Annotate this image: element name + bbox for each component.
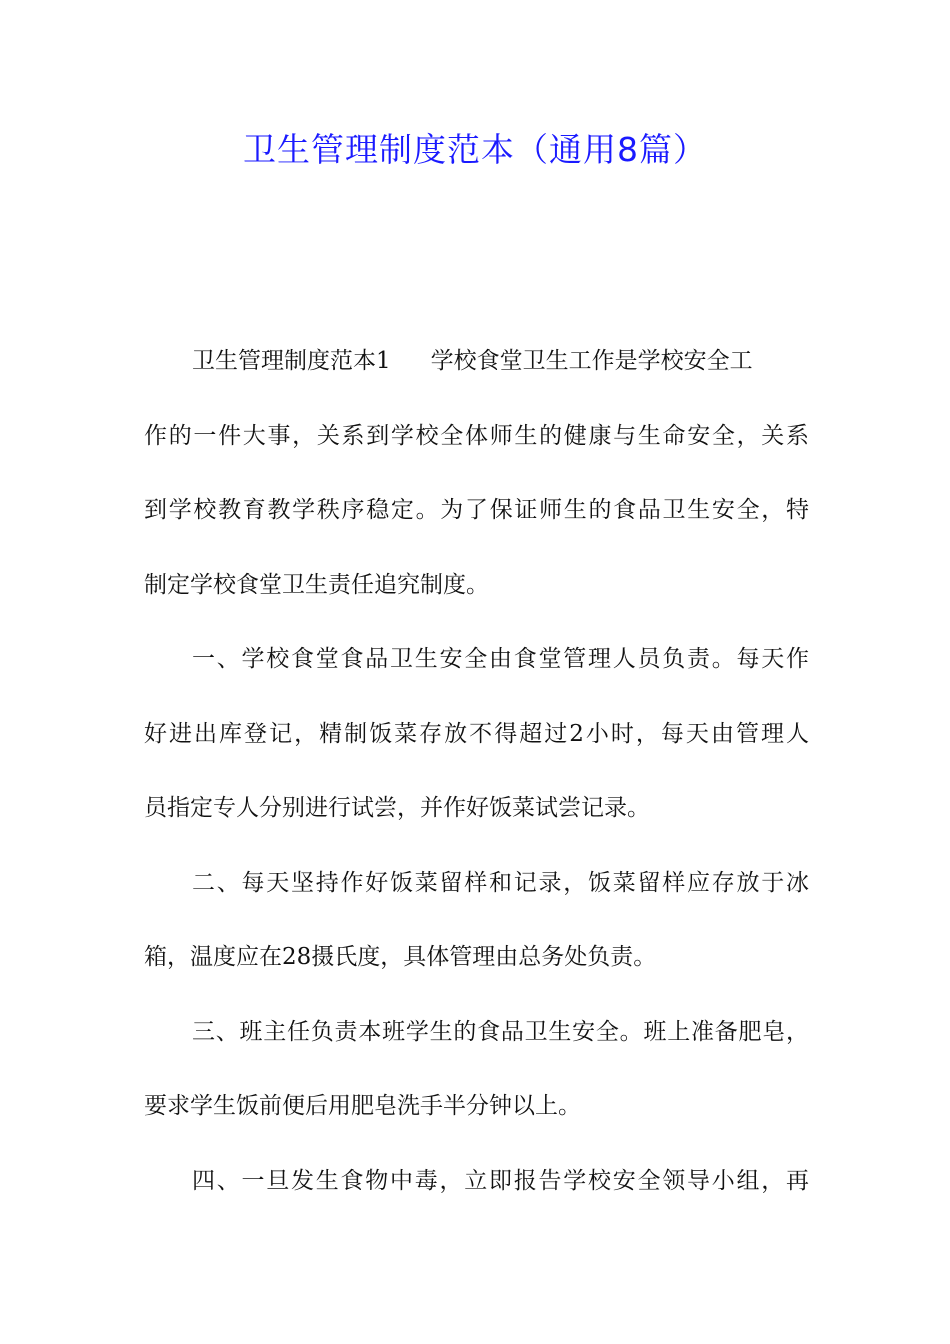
paragraph-line: 三、班主任负责本班学生的食品卫生安全。班上准备肥皂， — [192, 1018, 809, 1045]
paragraph-line: 箱，温度应在28摄氏度，具体管理由总务处负责。 — [144, 944, 657, 970]
paragraph-line: 到学校教育教学秩序稳定。为了保证师生的食品卫生安全，特 — [144, 497, 809, 523]
paragraph-line: 四、一旦发生食物中毒，立即报告学校安全领导小组，再 — [192, 1167, 809, 1194]
paragraph-line: 一、学校食堂食品卫生安全由食堂管理人员负责。每天作 — [192, 646, 809, 672]
section-heading: 卫生管理制度范本1 — [192, 348, 391, 374]
paragraph-line: 好进出库登记，精制饭菜存放不得超过2小时，每天由管理人 — [144, 720, 809, 747]
paragraph-text: 学校食堂卫生工作是学校安全工 — [430, 348, 753, 374]
document-title: 卫生管理制度范本（通用8篇） — [243, 130, 707, 169]
paragraph-line: 二、每天坚持作好饭菜留样和记录，饭菜留样应存放于冰 — [192, 869, 809, 896]
paragraph-line: 要求学生饭前便后用肥皂洗手半分钟以上。 — [144, 1093, 581, 1119]
paragraph-line: 作的一件大事，关系到学校全体师生的健康与生命安全，关系 — [144, 422, 809, 449]
paragraph-line: 制定学校食堂卫生责任追究制度。 — [144, 571, 489, 598]
paragraph-line: 员指定专人分别进行试尝，并作好饭菜试尝记录。 — [144, 795, 650, 821]
document-body — [144, 324, 809, 1218]
paragraph-line — [144, 324, 809, 399]
